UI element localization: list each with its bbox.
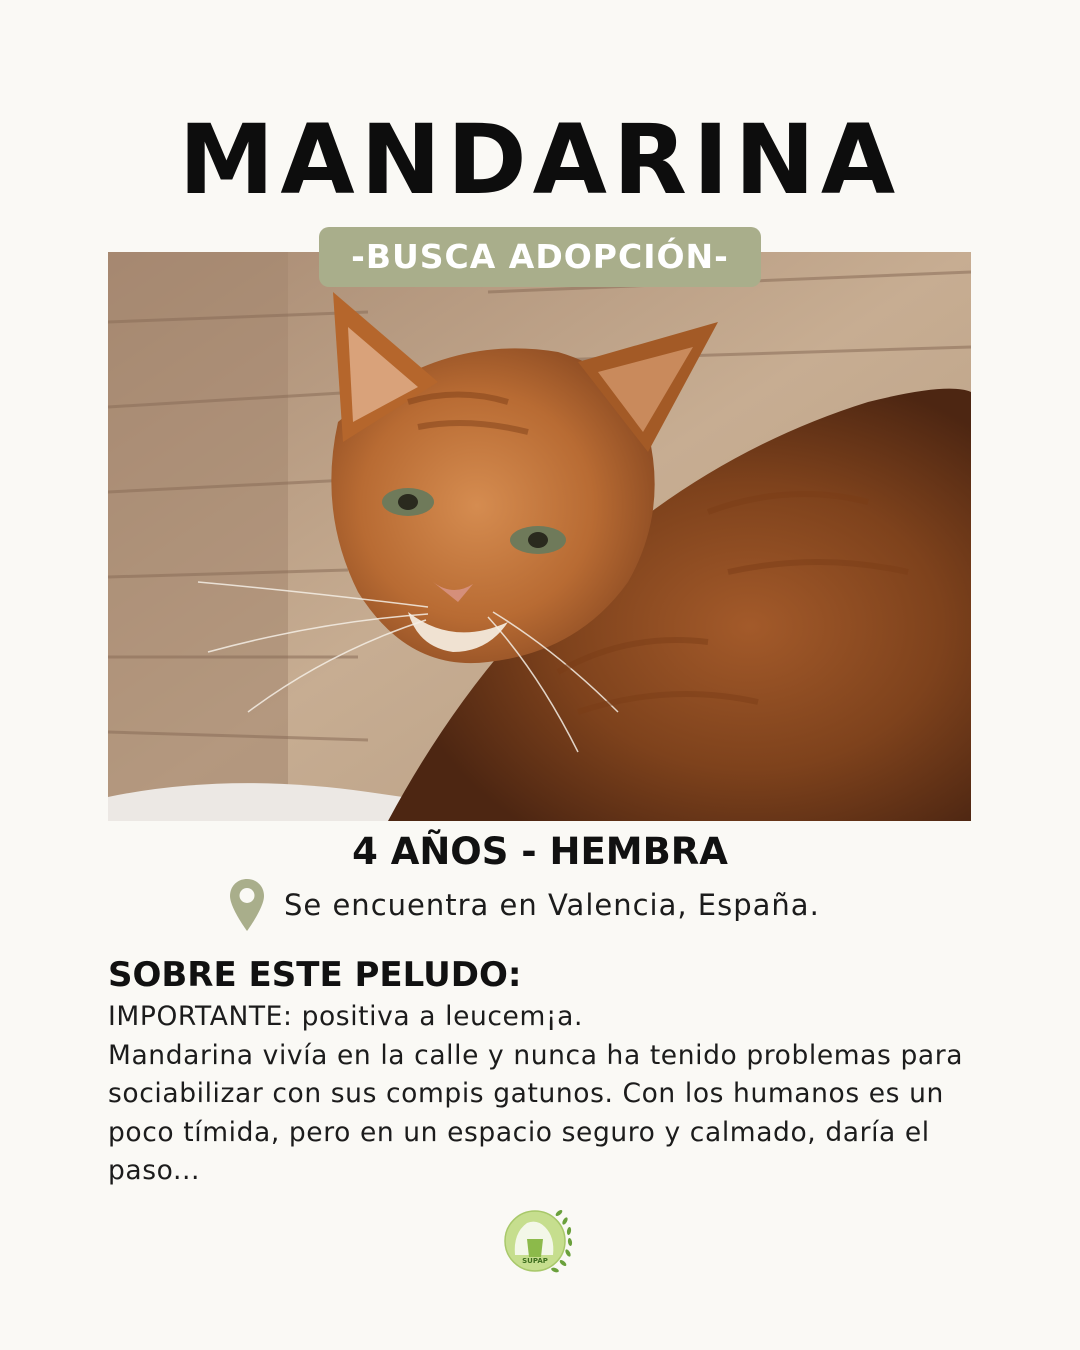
location-pin-icon [228, 877, 266, 933]
important-note: IMPORTANTE: positiva a leucem¡a. [108, 1001, 583, 1032]
about-heading: SOBRE ESTE PELUDO: [108, 955, 522, 995]
page-title: MANDARINA [178, 104, 902, 216]
adoption-badge: -BUSCA ADOPCIÓN- [319, 227, 761, 287]
location-text: Se encuentra en Valencia, España. [284, 888, 820, 922]
location-row [228, 876, 820, 934]
age-sex-label: 4 AÑOS - HEMBRA [352, 830, 728, 873]
organization-logo [497, 1203, 585, 1279]
description-text: Mandarina vivía en la calle y nunca ha tenido problemas para sociabilizar con sus compis gatunos. Con los humanos es un poco tímida, pero en un espacio seguro y calmado, daría el paso... [108, 1039, 964, 1186]
logo-text: SUPAP [522, 1257, 548, 1265]
about-body [108, 998, 968, 1191]
cat-photo [108, 252, 971, 821]
